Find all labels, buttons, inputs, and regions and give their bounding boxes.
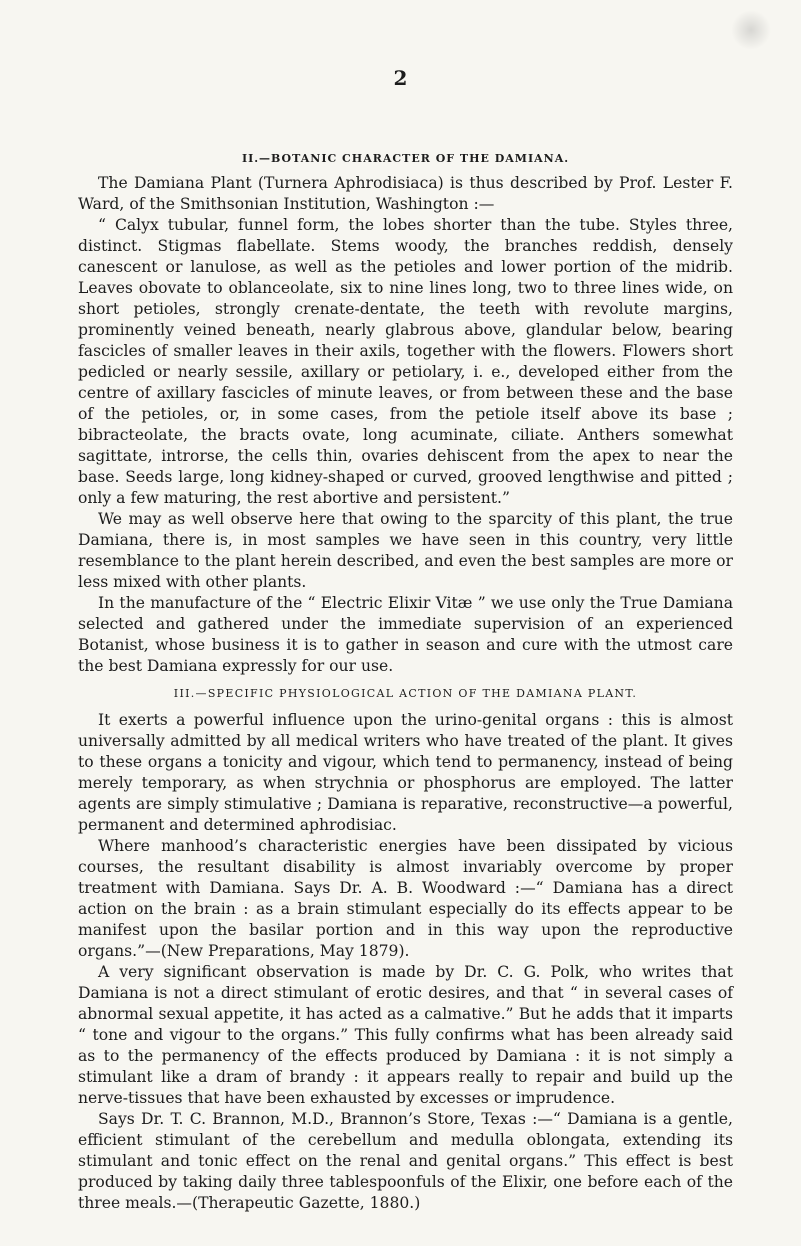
paragraph-woodward: Where manhood’s characteristic energies have been dissipated by vicious courses, the resultant disability is almost invariably overcome by proper treatment with Damiana. Says Dr. A. B. Woodward :—“ Damiana has a direct action on the brain : as a brain stimulant especially do its effects appear to be manifest upon the basilar portion and in this way upon the reproductive organs.”—(New Preparations, May 1879).	[78, 837, 733, 960]
paragraph-influence: It exerts a powerful influence upon the urino-genital organs : this is almost universally admitted by all medical writers who have treated of the plant. It gives to these organs a tonicity and vigour, which tend to permanency, instead of being merely temporary, as when strychnia or phosphorus are employed. The latter agents are simply stimulative ; Damiana is reparative, reconstructive—a powerful, permanent and determined aphrodisiac.	[78, 711, 733, 834]
paragraph-sparcity: We may as well observe here that owing to the sparcity of this plant, the true Damiana, there is, in most samples we have seen in this country, very little resemblance to the plant herein described, and even the best samples are more or less mixed with other plants.	[78, 510, 733, 591]
paragraph-brannon: Says Dr. T. C. Brannon, M.D., Brannon’s Store, Texas :—“ Damiana is a gentle, efficient stimulant of the cerebellum and medulla oblongata, extending its stimulant and tonic effect on the renal and genital organs.” This effect is best produced by taking daily three tablespoonfuls of the Elixir, one before each of the three meals.—(Therapeutic Gazette, 1880.)	[78, 1110, 733, 1212]
paragraph-polk: A very significant observation is made by Dr. C. G. Polk, who writes that Damiana is not a direct stimulant of erotic desires, and that “ in several cases of abnormal sexual appetite, it has acted as a calmative.” But he adds that it imparts “ tone and vigour to the organs.” This fully confirms what has been already said as to the permanency of the effects produced by Damiana : it is not simply a stimulant like a dram of brandy : it appears really to repair and build up the nerve-tissues that have been exhausted by excesses or imprudence.	[78, 963, 733, 1107]
section-heading-physiological: III.—SPECIFIC PHYSIOLOGICAL ACTION OF THE DAMIANA PLANT.	[173, 687, 638, 700]
section-heading-botanic: II.—BOTANIC CHARACTER OF THE DAMIANA.	[241, 152, 570, 165]
page-body	[78, 148, 733, 1214]
paragraph-manufacture: In the manufacture of the “ Electric Elixir Vitæ ” we use only the True Damiana selected and gathered under the immediate supervision of an experienced Botanist, whose business it is to gather in season and cure with the utmost care the best Damiana expressly for our use.	[78, 594, 733, 675]
scan-artifact	[731, 10, 771, 50]
paragraph-intro: The Damiana Plant (Turnera Aphrodisiaca) is thus described by Prof. Lester F. Ward, of the Smithsonian Institution, Washington :—	[78, 174, 733, 213]
paragraph-botanic-quote: “ Calyx tubular, funnel form, the lobes shorter than the tube. Styles three, distinct. Stigmas flabellate. Stems woody, the branches reddish, densely canescent or lanulose, as well as the petioles and lower portion of the midrib. Leaves obovate to oblanceolate, six to nine lines long, two to three lines wide, on short petioles, strongly crenate-dentate, the teeth with revolute margins, prominently veined beneath, nearly glabrous above, glandular below, bearing fascicles of smaller leaves in their axils, together with the flowers. Flowers short pedicled or nearly sessile, axillary or petiolary, i. e., developed either from the centre of axillary fascicles of minute leaves, or from between these and the base of the petioles, or, in some cases, from the petiole itself above its base ; bibracteolate, the bracts ovate, long acuminate, ciliate. Anthers somewhat sagittate, introrse, the cells thin, ovaries dehiscent from the apex to near the base. Seeds large, long kidney-shaped or curved, grooved lengthwise and pitted ; only a few maturing, the rest abortive and persistent.”	[78, 216, 733, 507]
page-number: 2	[393, 66, 408, 90]
